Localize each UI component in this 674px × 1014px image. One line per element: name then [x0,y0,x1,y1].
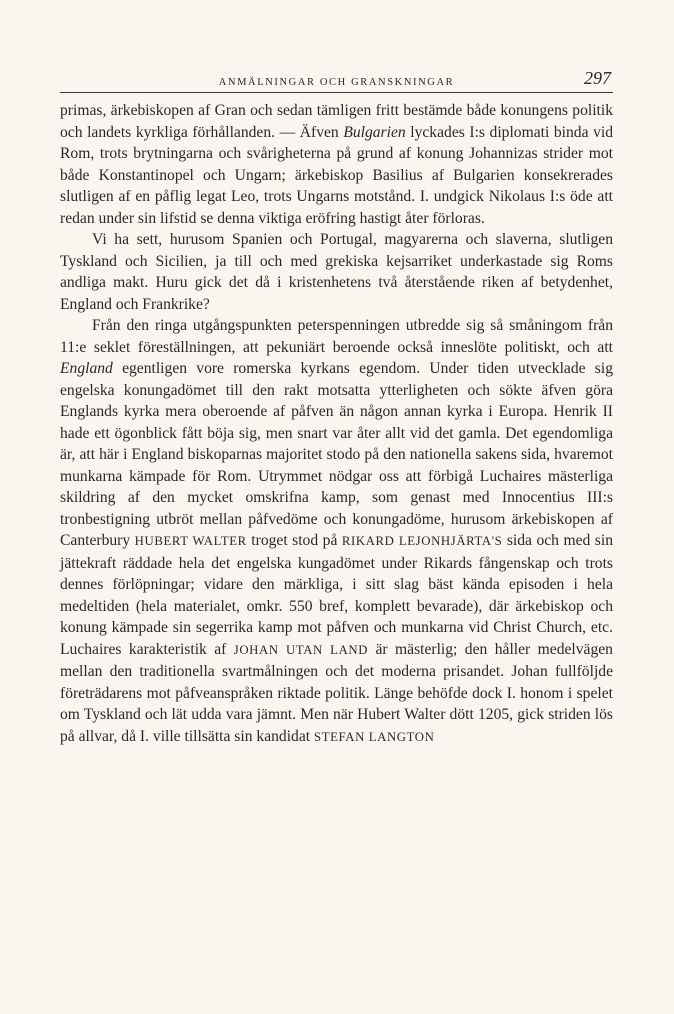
body-text [60,100,613,748]
paragraph [60,100,613,229]
small-caps-name: RIKARD LEJONHJÄRTA'S [341,534,503,548]
running-header [60,68,613,93]
italic-term: England [60,360,113,377]
text-run: primas, ärkebiskopen af Gran och sedan tämligen fritt bestämde både konungens politik och landets kyrkliga förhållanden. — Äfven [60,102,613,141]
page-number: 297 [584,68,611,88]
text-run: sida och med sin jättekraft räddade hela det engelska kungadömet under Rikards fångenskap och trots dennes förlöpningar; vidare den märkliga, i sitt slag bäst kända episoden i hela medeltiden (hela materialet, omkr. 550 bref, komplett bevarade), där ärkebiskop och konung kämpade sin segerrika kamp mot påfven och munkarna vid Christ Church, etc. Luchaires karakteristik af [60,532,614,658]
text-run: är mästerlig; den håller medelvägen mellan den traditionella svartmålningen och det moderna prisandet. Johan fullföljde företrädarens mot påfveanspråken riktade politik. Länge behöfde dock I. honom i spelet om Tyskland och lät udda vara jämnt. Men när Hubert Walter dött 1205, gick striden lös på allvar, då I. ville tillsätta sin kandidat [60,640,613,745]
italic-term: Bulgarien [343,123,406,141]
running-title: ANMÄLNINGAR OCH GRANSKNINGAR [218,77,455,88]
text-run: egentligen vore romerska kyrkans egendom. Under tiden utvecklade sig engelska konungadömet till den rakt motsatta ytterligheten och sökte äfven göra Englands kyrka mera oberoende af påfven än någon annan kyrka i Europa. Henrik II hade ett ögonblick fått böja sig, men snart var åter allt vid det gamla. Det egendomliga är, att här i England biskoparnas majoritet stodo på den nationella sakens sida, hvaremot munkarna kämpade för Rom. Utrymmet nödgar oss att förbigå Luchaires mästerliga skildring af den mycket omskrifna kamp, som genast med Innocentius III:s tronbestigning utbröt mellan påfvedöme och konungadöme, hurusom ärkebiskopen af Canterbury [60,360,613,549]
small-caps-name: JOHAN UTAN LAND [233,642,369,657]
book-page [60,68,613,748]
text-run: lyckades I:s diplomati binda vid Rom, trots brytningarna och svårigheterna på grund af konung Johannizas strider mot både Konstantinopel och Ungarn; ärkebiskop Basilius af Bulgarien konsekrerades slutligen af en påflig legat Leo, trots Ungarns motstånd. I. undgick Nikolaus I:s öde att redan under sin lifstid se denna viktiga eröfring hastigt åter förloras. [60,123,614,227]
text-run: troget stod på [246,532,342,549]
small-caps-name: STEFAN LANGTON [314,729,435,744]
paragraph [60,229,613,315]
paragraph [60,315,613,748]
text-run: Vi ha sett, hurusom Spanien och Portugal, magyarerna och slaverna, slutligen Tyskland och Sicilien, ja till och med grekiska kejsarriket underkastade sig Roms andliga makt. Huru gick det då i kristenhetens två återstående riken af betydenhet, England och Frankrike? [60,231,613,313]
small-caps-name: HUBERT WALTER [134,534,247,548]
text-run: Från den ringa utgångspunkten peterspenningen utbredde sig så småningom från 11:e seklet föreställningen, att pekuniärt beroende också inneslöte politiskt, och att [60,317,613,356]
